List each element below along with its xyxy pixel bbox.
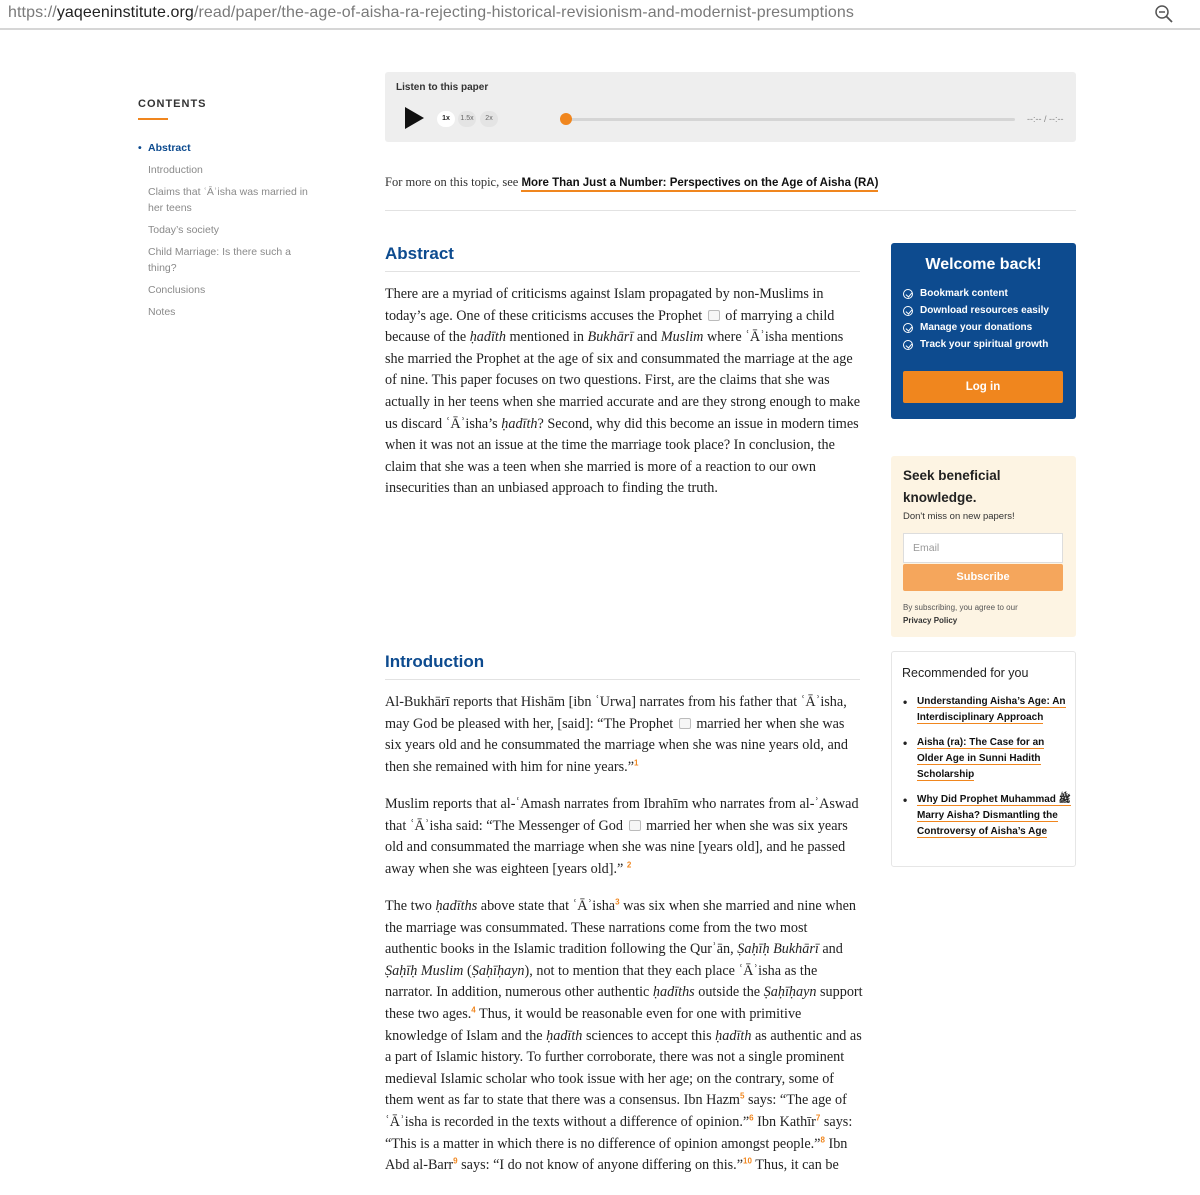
audio-player bbox=[385, 72, 1076, 142]
welcome-benefit: Download resources easily bbox=[903, 302, 1049, 319]
newsletter-terms: By subscribing, you agree to our Privacy Policy bbox=[903, 603, 1018, 625]
welcome-card bbox=[891, 243, 1076, 419]
welcome-benefit: Manage your donations bbox=[903, 319, 1049, 336]
recommended-link[interactable]: Why Did Prophet Muhammad ﷺ Marry Aisha? Dismantling the Controversy of Aisha’s Age bbox=[917, 794, 1071, 837]
email-input[interactable] bbox=[903, 533, 1063, 563]
salawat-icon bbox=[708, 310, 720, 321]
intro-paragraph-2: Muslim reports that al-ʿAmash narrates from Ibrahīm who narrates from al-ʾAswad that ʿĀʾisha said: “The Messenger of God married her when she was six years old and consummated the marriage when she was nine [years old], and he passed away when she was eighteen [years old].” $^2$ bbox=[385, 796, 859, 877]
abstract-heading-rule bbox=[385, 271, 860, 272]
introduction-heading-rule bbox=[385, 679, 860, 680]
recommended-item bbox=[902, 792, 1072, 840]
check-circle-icon bbox=[903, 289, 913, 299]
divider bbox=[385, 210, 1076, 211]
footnote-ref[interactable]: 4 bbox=[471, 1005, 476, 1015]
toc-list bbox=[138, 140, 318, 320]
address-bar[interactable] bbox=[0, 0, 1200, 30]
toc-item-notes[interactable]: Notes bbox=[148, 306, 176, 318]
toc-item-abstract[interactable]: • Abstract bbox=[138, 140, 313, 156]
check-circle-icon bbox=[903, 340, 913, 350]
check-circle-icon bbox=[903, 306, 913, 316]
intro-paragraph-1: Al-Bukhārī reports that Hishām [ibn ʿUrwa] narrates from his father that ʿĀʾisha, may God be pleased with her, [said]: “The Prophet married her when she was six years old and he consummated the marriage when she was nine years old, and then she remained with him for nine years.”$^1$ bbox=[385, 694, 848, 775]
play-icon[interactable] bbox=[403, 106, 425, 130]
zoom-out-icon[interactable] bbox=[1154, 4, 1174, 24]
privacy-policy-link[interactable]: Privacy Policy bbox=[903, 615, 958, 625]
url-path: /read/paper/the-age-of-aisha-ra-rejecting-historical-revisionism-and-modernist-presumptions bbox=[193, 4, 854, 21]
speed-1x-button[interactable]: 1x bbox=[437, 111, 455, 127]
salawat-icon bbox=[679, 718, 691, 729]
topic-note-link[interactable]: More Than Just a Number: Perspectives on the Age of Aisha (RA) bbox=[521, 177, 878, 192]
footnote-ref[interactable]: 1 bbox=[634, 758, 639, 768]
footnote-ref[interactable]: 2 bbox=[626, 860, 632, 870]
footnote-ref[interactable]: 6 bbox=[749, 1113, 754, 1123]
subscribe-button[interactable]: Subscribe bbox=[903, 564, 1063, 591]
toc-heading: CONTENTS bbox=[138, 98, 207, 110]
recommended-title: Recommended for you bbox=[902, 666, 1029, 680]
recommended-link[interactable]: Aisha (ra): The Case for an Older Age in Sunni Hadith Scholarship bbox=[917, 737, 1045, 780]
recommended-list bbox=[902, 694, 1072, 849]
player-label: Listen to this paper bbox=[396, 82, 489, 93]
toc-item-conclusions[interactable]: Conclusions bbox=[148, 284, 206, 296]
footnote-ref[interactable]: 7 bbox=[815, 1113, 821, 1123]
abstract-paragraph: There are a myriad of criticisms against Islam propagated by non-Muslims in today’s age. One of these criticisms accuses the Prophet of marrying a child because of the ḥadīth mentioned in Bukhārī and Muslim where ʿĀʾisha mentions she married the Prophet at the age of six and consummated the marriage at the age of nine. This paper focuses on two questions. First, are the claims that she was actually in her teens when she married accurate and are they strong enough to make us discard ʿĀʾisha’s ḥadīth? Second, why did this become an issue in modern times when it was not an issue at the time the marriage took place? In conclusion, the claim that she was a teen when she married is more of a reaction to our own insecurities than an unbiased approach to finding the truth. bbox=[385, 286, 861, 497]
progress-knob[interactable] bbox=[560, 113, 572, 125]
recommended-item bbox=[902, 735, 1072, 783]
recommended-item bbox=[902, 694, 1072, 726]
footnote-ref[interactable]: 3 bbox=[615, 897, 620, 907]
topic-note-prefix: For more on this topic, see bbox=[385, 175, 519, 189]
toc-item-child-marriage[interactable]: Child Marriage: Is there such a thing? bbox=[148, 246, 291, 274]
newsletter-card bbox=[891, 456, 1076, 637]
welcome-benefit: Track your spiritual growth bbox=[903, 336, 1049, 353]
newsletter-title: Seek beneficial knowledge. bbox=[903, 468, 1001, 505]
abstract-heading: Abstract bbox=[385, 244, 454, 263]
introduction-heading: Introduction bbox=[385, 652, 485, 671]
login-button[interactable]: Log in bbox=[903, 371, 1063, 403]
footnote-ref[interactable]: 9 bbox=[453, 1156, 458, 1166]
footnote-ref[interactable]: 10 bbox=[743, 1156, 752, 1166]
welcome-title: Welcome back! bbox=[925, 256, 1042, 273]
check-circle-icon bbox=[903, 323, 913, 333]
salawat-icon bbox=[629, 820, 641, 831]
toc-item-claims[interactable]: Claims that ʿĀʾisha was married in her teens bbox=[148, 186, 308, 214]
topic-note bbox=[385, 175, 878, 190]
welcome-benefits-list bbox=[903, 285, 1049, 353]
url-domain: yaqeeninstitute.org bbox=[56, 4, 194, 21]
newsletter-subtitle: Don't miss on new papers! bbox=[903, 511, 1015, 522]
intro-paragraph-3: The two ḥadīths above state that ʿĀʾisha$^3$ was six when she married and nine when the marriage was consummated. These narrations come from the two most authentic books in the Islamic tradition following the Qurʾān, Ṣaḥīḥ Bukhārī and Ṣaḥīḥ Muslim (Ṣaḥīḥayn), not to mention that they each place ʿĀʾisha as the narrator. In addition, numerous other authentic ḥadīths outside the Ṣaḥīḥayn support these two ages.$^4$ Thus, it would be reasonable even for one with primitive knowledge of Islam and the ḥadīth sciences to accept this ḥadīth as authentic and as a part of Islamic history. To further corroborate, there was not a single prominent medieval Islamic scholar who took issue with her age; on the contrary, some of them went as far to state that there was a consensus. Ibn Hazm$^5$ says: “The age of ʿĀʾisha is recorded in the texts without a difference of opinion.”$^6$ Ibn Kathīr$^7$ says: “This is a matter in which there is no difference of opinion amongst people.”$^8$ Ibn Abd al-Barr$^9$ says: “I do not know of anyone differing on this.”$^{10}$ Thus, it can be bbox=[385, 897, 863, 1174]
footnote-ref[interactable]: 5 bbox=[739, 1091, 745, 1101]
toc-heading-underline bbox=[138, 118, 168, 120]
welcome-benefit: Bookmark content bbox=[903, 285, 1049, 302]
speed-2x-button[interactable]: 2x bbox=[480, 111, 498, 127]
recommended-card bbox=[891, 651, 1076, 867]
toc-item-todays-society[interactable]: Today’s society bbox=[148, 224, 220, 236]
progress-track[interactable] bbox=[565, 118, 1015, 121]
table-of-contents bbox=[138, 98, 318, 326]
time-readout: --:-- / --:-- bbox=[1027, 114, 1064, 124]
footnote-ref[interactable]: 8 bbox=[820, 1134, 825, 1144]
toc-item-introduction[interactable]: Introduction bbox=[148, 164, 203, 176]
url-text[interactable]: https://yaqeeninstitute.org/read/paper/the-age-of-aisha-ra-rejecting-historical-revisionism-and-modernist-presumptions bbox=[8, 4, 854, 21]
recommended-link[interactable]: Understanding Aisha’s Age: An Interdisciplinary Approach bbox=[917, 696, 1066, 723]
speed-1-5x-button[interactable]: 1.5x bbox=[458, 111, 476, 127]
